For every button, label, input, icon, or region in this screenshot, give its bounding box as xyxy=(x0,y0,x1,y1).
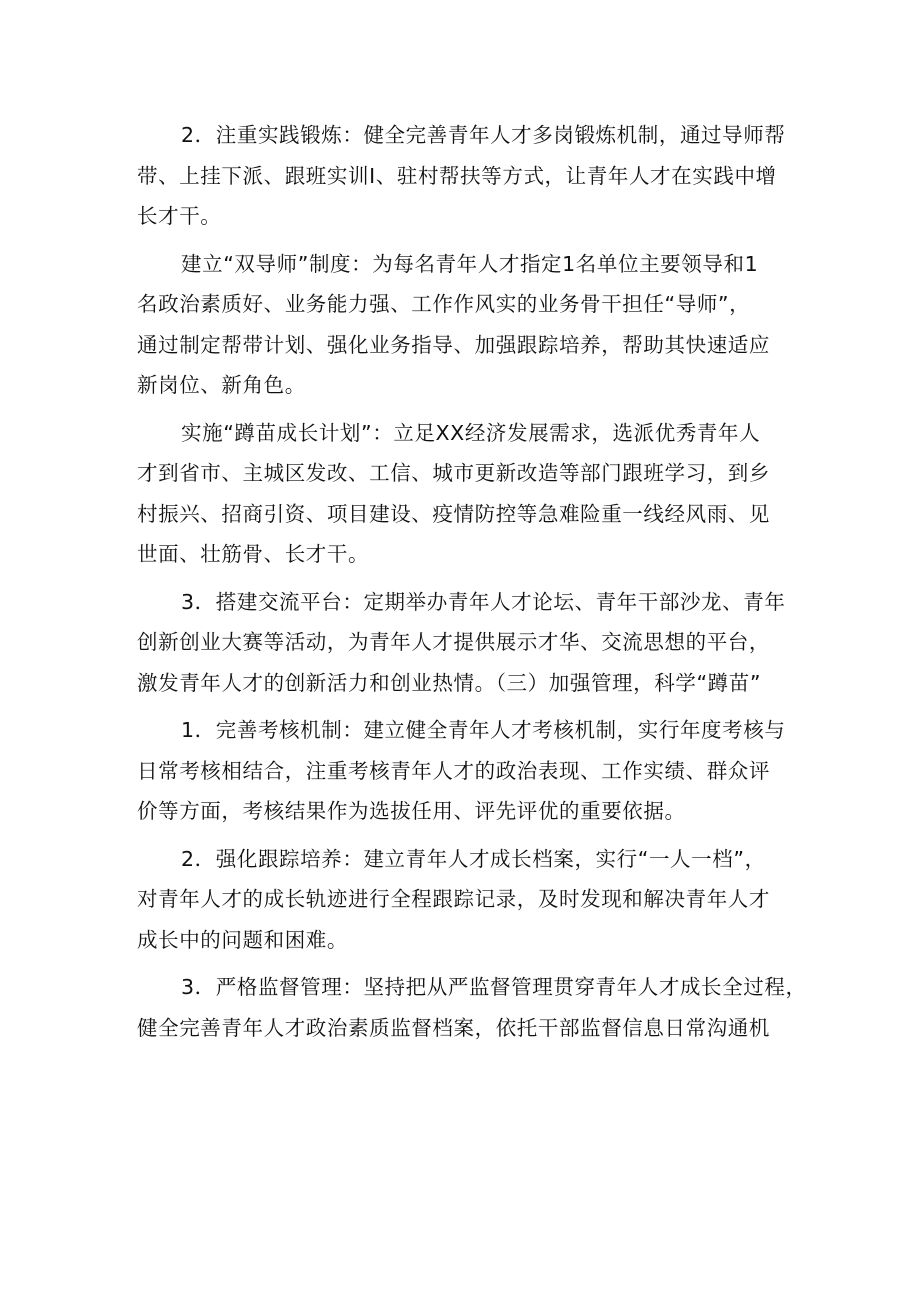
text-line: 激发青年人才的创新活力和创业热情。（三）加强管理，科学“蹲苗” xyxy=(137,670,762,695)
text-line: 日常考核相结合，注重考核青年人才的政治表现、工作实绩、群众评 xyxy=(137,758,770,783)
text-line: 世面、壮筋骨、长才干。 xyxy=(137,542,370,566)
text-line: 价等方面，考核结果作为选拔任用、评先评优的重要依据。 xyxy=(137,799,686,823)
paragraph-growth-plan xyxy=(137,413,812,575)
text-line: 名政治素质好、业务能力强、工作作风实的业务骨干担任“导师”， xyxy=(137,292,751,316)
text-line: 成长中的问题和困难。 xyxy=(137,927,348,952)
paragraph-supervision xyxy=(137,967,812,1048)
text-line: 带、上挂下派、跟班实训I、驻村帮扶等方式，让青年人才在实践中增 xyxy=(137,163,777,188)
text-line: 1．完善考核机制：建立健全青年人才考核机制，实行年度考核与 xyxy=(181,718,786,742)
text-line: 2．强化跟踪培养：建立青年人才成长档案，实行“一人一档”， xyxy=(181,846,766,871)
paragraph-practice-training xyxy=(137,115,812,237)
text-line: 新岗位、新角色。 xyxy=(137,373,306,397)
text-line: 3．搭建交流平台：定期举办青年人才论坛、青年干部沙龙、青年 xyxy=(181,589,786,614)
text-line: 创新创业大赛等活动，为青年人才提供展示才华、交流思想的平台， xyxy=(137,630,770,654)
text-line: 健全完善青年人才政治素质监督档案，依托干部监督信息日常沟通机 xyxy=(137,1015,770,1040)
paragraph-exchange-platform xyxy=(137,582,812,704)
text-line: 实施“蹲苗成长计划”：立足XX经济发展需求，选派优秀青年人 xyxy=(181,420,761,445)
text-line: 才到省市、主城区发改、工信、城市更新改造等部门跟班学习，到乡 xyxy=(137,461,770,485)
text-line: 3．严格监督管理：坚持把从严监督管理贯穿青年人才成长全过程， xyxy=(181,975,807,999)
text-line: 通过制定帮带计划、强化业务指导、加强跟踪培养，帮助其快速适应 xyxy=(137,332,770,357)
paragraph-assessment xyxy=(137,710,812,832)
text-line: 建立“双导师”制度：为每名青年人才指定1名单位主要领导和1 xyxy=(181,251,759,276)
text-line: 2．注重实践锻炼：健全完善青年人才多岗锻炼机制，通过导师帮 xyxy=(181,123,786,147)
text-line: 长才干。 xyxy=(137,204,222,228)
paragraph-dual-mentor xyxy=(137,244,812,406)
text-line: 对青年人才的成长轨迹进行全程跟踪记录，及时发现和解决青年人才 xyxy=(137,887,770,911)
paragraph-tracking xyxy=(137,839,812,961)
text-line: 村振兴、招商引资、项目建设、疫情防控等急难险重一线经风雨、见 xyxy=(137,501,770,526)
